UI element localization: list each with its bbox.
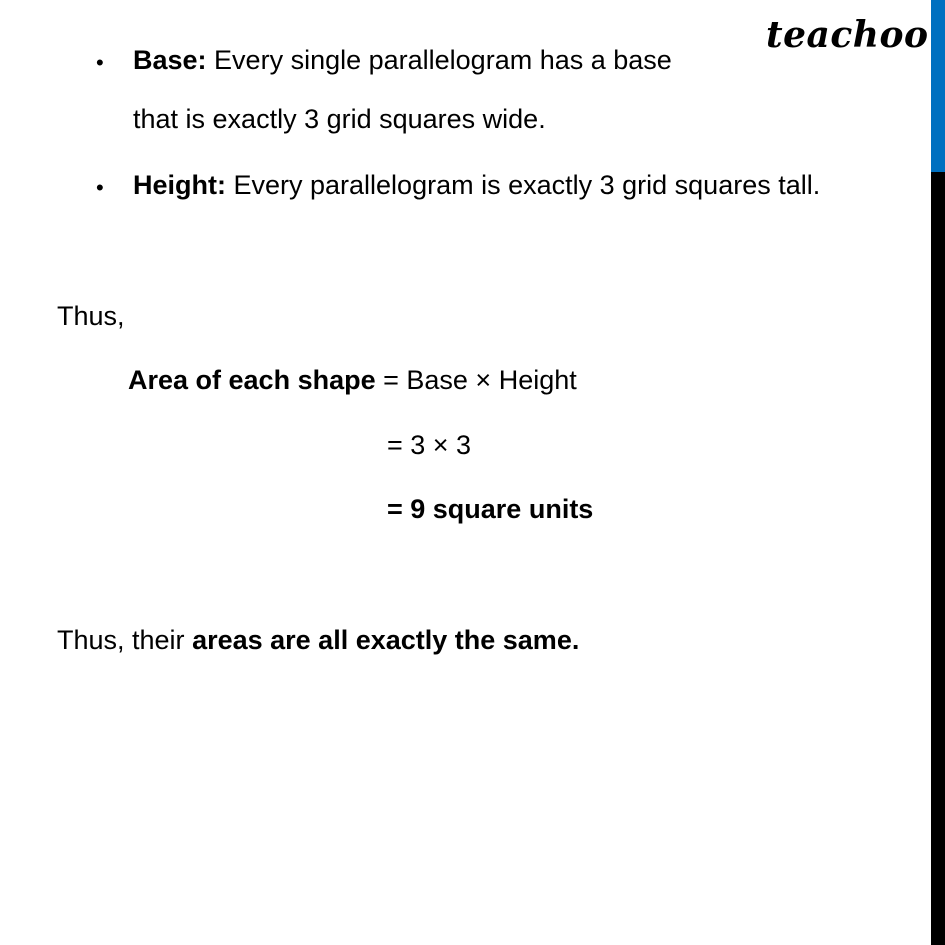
bullet-base-label: Base: (133, 45, 207, 75)
area-step2: = 3 × 3 (387, 430, 472, 460)
area-formula (128, 365, 577, 396)
conclusion (57, 625, 579, 656)
accent-bar-blue (931, 0, 945, 172)
bullet-icon: • (96, 50, 104, 75)
bullet-base-continuation: that is exactly 3 grid squares wide. (133, 104, 546, 134)
bullet-height-text: Every parallelogram is exactly 3 grid squares tall. (225, 170, 821, 200)
bullet-base-text: Every single parallelogram has a base (206, 45, 672, 75)
area-step1: = Base × Height (375, 365, 577, 395)
conclusion-emphasis: areas are all exactly the same. (192, 625, 580, 655)
area-result: = 9 square units (387, 494, 594, 524)
bullet-icon: • (96, 175, 104, 200)
conclusion-prefix: Thus, their (57, 625, 193, 655)
area-lhs: Area of each shape (128, 365, 376, 395)
bullet-height-label: Height: (133, 170, 226, 200)
accent-bar-black (931, 172, 945, 945)
bullet-height (133, 170, 820, 201)
teachoo-logo: teachoo (766, 14, 929, 56)
area-step3 (387, 494, 593, 525)
solution-intro: Thus, (57, 301, 125, 331)
bullet-base (133, 45, 672, 76)
